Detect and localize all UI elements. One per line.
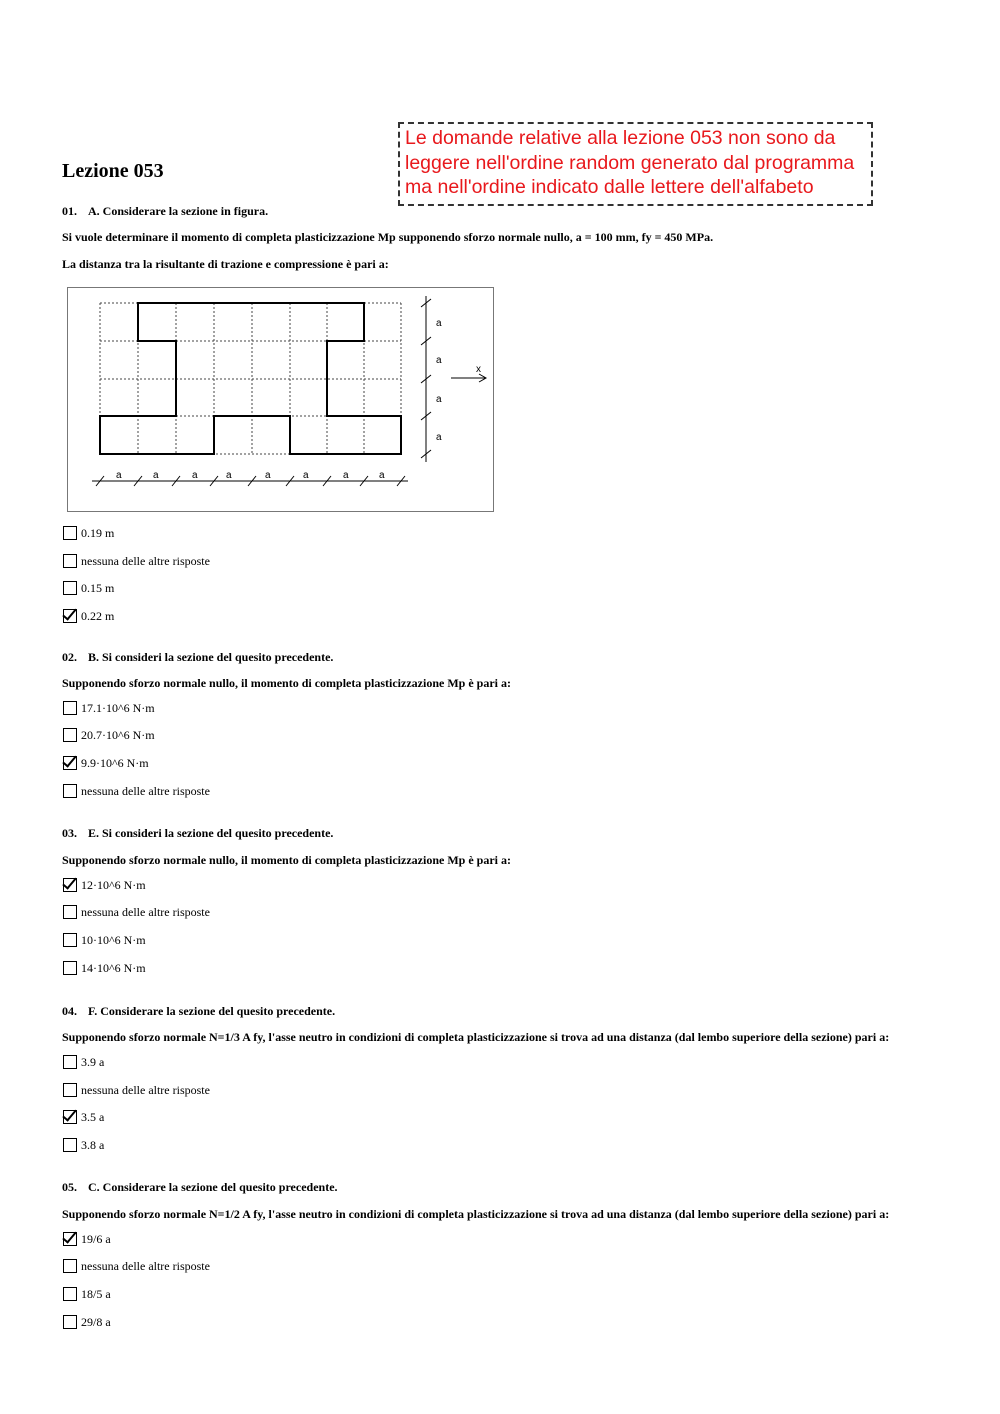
axis-label-x: x <box>476 364 481 375</box>
checkbox[interactable] <box>63 1315 77 1329</box>
dimension-label: a <box>436 355 442 366</box>
dimension-label: a <box>192 470 198 481</box>
horizontal-dimension <box>92 476 408 486</box>
answer-label: 12·10^6 N·m <box>81 877 146 892</box>
question-title: B. Si consideri la sezione del quesito precedente. <box>88 650 334 664</box>
checkbox[interactable] <box>63 961 77 975</box>
section-figure <box>67 287 494 512</box>
question-number: 05. <box>62 1180 77 1194</box>
checkbox[interactable] <box>63 905 77 919</box>
dimension-label: a <box>226 470 232 481</box>
checkbox[interactable] <box>63 1259 77 1273</box>
answer-option[interactable] <box>63 1314 111 1330</box>
answer-option[interactable] <box>63 1054 104 1070</box>
answer-option[interactable] <box>63 608 114 624</box>
answer-label: nessuna delle altre risposte <box>81 553 210 568</box>
checkbox[interactable] <box>63 1055 77 1069</box>
dimension-label: a <box>343 470 349 481</box>
question-text: Si vuole determinare il momento di completa plasticizzazione Mp supponendo sforzo normale nullo, a = 100 mm, fy = 450 MPa. <box>62 230 714 244</box>
dimension-label: a <box>265 470 271 481</box>
answer-label: nessuna delle altre risposte <box>81 904 210 919</box>
question-title: C. Considerare la sezione del quesito precedente. <box>88 1180 338 1194</box>
answer-label: nessuna delle altre risposte <box>81 1082 210 1097</box>
checkbox-checked[interactable] <box>63 1110 77 1124</box>
answer-option[interactable] <box>63 877 146 893</box>
checkbox[interactable] <box>63 933 77 947</box>
answer-label: nessuna delle altre risposte <box>81 783 210 798</box>
answer-label: 19/6 a <box>81 1231 111 1246</box>
answer-option[interactable] <box>63 960 146 976</box>
answer-label: 3.5 a <box>81 1109 105 1124</box>
dimension-label: a <box>303 470 309 481</box>
x-axis-arrow <box>451 374 486 382</box>
answer-option[interactable] <box>63 727 155 743</box>
checkbox[interactable] <box>63 526 77 540</box>
section-drawing <box>68 288 493 511</box>
answer-option[interactable] <box>63 904 210 920</box>
answer-label: 3.9 a <box>81 1054 105 1069</box>
checkbox[interactable] <box>63 1083 77 1097</box>
question-text: Supponendo sforzo normale N=1/2 A fy, l'asse neutro in condizioni di completa plasticizzazione si trova ad una distanza (dal lembo superiore della sezione) pari a: <box>62 1207 890 1221</box>
grid-lines <box>100 303 401 454</box>
question-title: F. Considerare la sezione del quesito precedente. <box>88 1004 336 1018</box>
notice-line: ma nell'ordine indicato dalle lettere dell'alfabeto <box>405 176 814 198</box>
answer-option[interactable] <box>63 700 155 716</box>
answer-option[interactable] <box>63 525 114 541</box>
answer-option[interactable] <box>63 553 210 569</box>
checkbox-checked[interactable] <box>63 609 77 623</box>
dimension-label: a <box>116 470 122 481</box>
answer-option[interactable] <box>63 932 146 948</box>
question-heading <box>62 1004 335 1019</box>
checkbox-checked[interactable] <box>63 878 77 892</box>
checkbox[interactable] <box>63 728 77 742</box>
question-text: Supponendo sforzo normale nullo, il momento di completa plasticizzazione Mp è pari a: <box>62 676 511 690</box>
checkbox[interactable] <box>63 554 77 568</box>
answer-option[interactable] <box>63 1286 111 1302</box>
dimension-label: a <box>379 470 385 481</box>
question-title: E. Si consideri la sezione del quesito precedente. <box>88 826 334 840</box>
answer-option[interactable] <box>63 1258 210 1274</box>
answer-label: 10·10^6 N·m <box>81 932 146 947</box>
checkbox[interactable] <box>63 1138 77 1152</box>
checkbox-checked[interactable] <box>63 756 77 770</box>
question-number: 01. <box>62 204 77 218</box>
answer-label: 0.19 m <box>81 525 115 540</box>
answer-label: 20.7·10^6 N·m <box>81 727 155 742</box>
answer-label: 18/5 a <box>81 1286 111 1301</box>
dimension-label: a <box>436 318 442 329</box>
answer-option[interactable] <box>63 783 210 799</box>
answer-label: 17.1·10^6 N·m <box>81 700 155 715</box>
checkbox[interactable] <box>63 784 77 798</box>
answer-option[interactable] <box>63 1109 104 1125</box>
checkbox[interactable] <box>63 1287 77 1301</box>
answer-label: 29/8 a <box>81 1314 111 1329</box>
question-heading <box>62 650 333 665</box>
dimension-label: a <box>436 394 442 405</box>
answer-option[interactable] <box>63 755 149 771</box>
answer-label: 14·10^6 N·m <box>81 960 146 975</box>
answer-label: 9.9·10^6 N·m <box>81 755 149 770</box>
checkbox[interactable] <box>63 701 77 715</box>
question-number: 04. <box>62 1004 77 1018</box>
question-heading <box>62 826 333 841</box>
checkbox-checked[interactable] <box>63 1232 77 1246</box>
answer-option[interactable] <box>63 1231 111 1247</box>
question-text: Supponendo sforzo normale nullo, il momento di completa plasticizzazione Mp è pari a: <box>62 853 511 867</box>
dimension-label: a <box>153 470 159 481</box>
question-number: 02. <box>62 650 77 664</box>
notice-line: leggere nell'ordine random generato dal programma <box>405 151 855 174</box>
question-title: A. Considerare la sezione in figura. <box>88 204 269 218</box>
answer-option[interactable] <box>63 1082 210 1098</box>
question-number: 03. <box>62 826 77 840</box>
answer-option[interactable] <box>63 580 114 596</box>
question-heading <box>62 204 268 219</box>
page-title: Lezione 053 <box>62 160 164 182</box>
answer-label: 0.22 m <box>81 608 115 623</box>
question-text: La distanza tra la risultante di trazione e compressione è pari a: <box>62 257 389 271</box>
checkbox[interactable] <box>63 581 77 595</box>
question-heading <box>62 1180 338 1195</box>
answer-label: 3.8 a <box>81 1137 105 1152</box>
notice-line: Le domande relative alla lezione 053 non sono da <box>405 127 836 149</box>
notice-box <box>398 122 873 206</box>
question-text: Supponendo sforzo normale N=1/3 A fy, l'asse neutro in condizioni di completa plasticizzazione si trova ad una distanza (dal lembo superiore della sezione) pari a: <box>62 1030 890 1044</box>
answer-label: nessuna delle altre risposte <box>81 1258 210 1273</box>
dimension-label: a <box>436 432 442 443</box>
answer-label: 0.15 m <box>81 580 115 595</box>
answer-option[interactable] <box>63 1137 104 1153</box>
vertical-dimension <box>421 296 431 462</box>
